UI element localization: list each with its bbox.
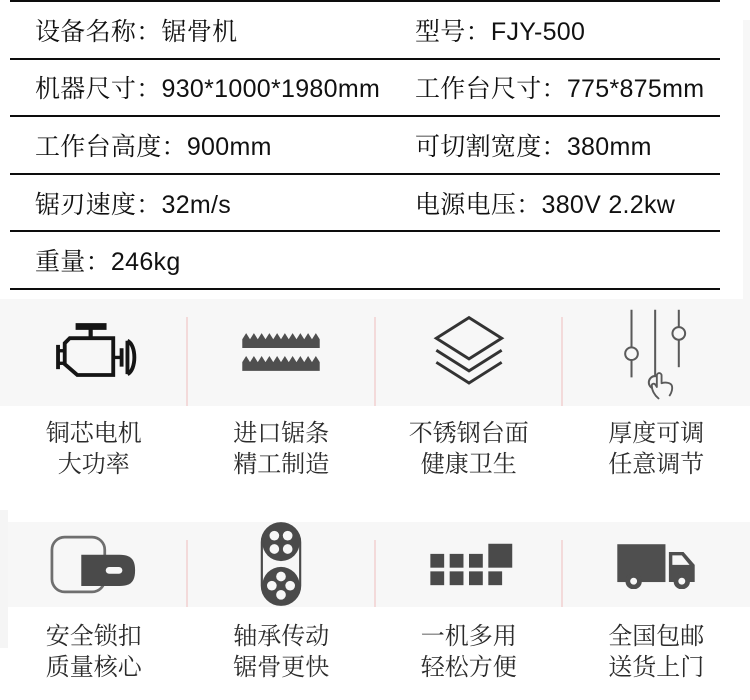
spec-cell (415, 12, 585, 48)
divider (186, 317, 188, 406)
spec-separator: ： (136, 75, 162, 104)
spec-cell (415, 127, 652, 163)
spec-value: 775*875mm (566, 75, 705, 104)
spec-separator: ： (541, 75, 567, 104)
feature-caption (188, 621, 376, 683)
feature-caption (0, 621, 188, 683)
feature-icon-cell (563, 522, 750, 607)
spec-cell (35, 12, 415, 48)
divider (561, 540, 563, 607)
feature-line: 送货上门 (608, 653, 705, 681)
spec-label: 可切割宽度 (415, 132, 542, 161)
feature-line: 一机多用 (420, 622, 517, 650)
spec-label: 设备名称 (35, 17, 137, 46)
spec-value: 32m/s (161, 190, 232, 219)
spec-separator: ： (516, 190, 542, 219)
delivery-truck-icon (613, 539, 699, 589)
spec-separator: ： (465, 17, 491, 46)
spec-separator: ： (85, 248, 111, 277)
safety-lock-icon (49, 534, 139, 595)
feature-icon-cell (375, 299, 563, 406)
engine-motor-icon (48, 312, 140, 392)
spec-cell (35, 69, 415, 105)
spec-value: 380mm (566, 132, 652, 161)
spec-table (10, 0, 720, 290)
background-edge-strip (743, 20, 750, 308)
spec-cell (35, 242, 415, 278)
spec-separator: ： (136, 190, 162, 219)
feature-line: 不锈钢台面 (408, 419, 529, 447)
spec-label: 重量 (35, 248, 86, 277)
spec-label: 锯刃速度 (35, 190, 137, 219)
background-edge-strip (0, 510, 8, 648)
spec-value: 锯骨机 (161, 17, 238, 46)
feature-icon-cell (0, 522, 188, 607)
spec-value: FJY-500 (490, 17, 586, 46)
spec-label: 机器尺寸 (35, 75, 137, 104)
spec-value: 930*1000*1980mm (161, 75, 381, 104)
spec-label: 工作台尺寸 (415, 75, 542, 104)
spec-separator: ： (541, 132, 567, 161)
feature-line: 全国包邮 (608, 622, 705, 650)
saw-blade-icon (237, 327, 325, 377)
feature-icon-cell (563, 299, 750, 406)
divider (374, 317, 376, 406)
spec-cell (415, 69, 704, 105)
divider (186, 540, 188, 607)
feature-caption (563, 621, 750, 683)
divider (561, 317, 563, 406)
spec-separator: ： (136, 17, 162, 46)
feature-line: 厚度可调 (608, 419, 705, 447)
feature-line: 大功率 (57, 450, 130, 478)
spec-value: 380V 2.2kw (541, 190, 676, 219)
feature-line: 轴承传动 (233, 622, 330, 650)
spec-value: 246kg (110, 248, 181, 277)
table-row (10, 60, 720, 118)
multi-use-grid-icon (423, 541, 515, 587)
feature-line: 质量核心 (45, 653, 142, 681)
spec-label: 型号 (415, 17, 466, 46)
spec-label: 电源电压 (415, 190, 517, 219)
feature-caption (563, 418, 750, 480)
feature-captions-1 (0, 406, 750, 480)
feature-captions-2 (0, 607, 750, 683)
divider (374, 540, 376, 607)
spec-separator: ： (161, 132, 187, 161)
feature-caption (375, 621, 563, 683)
belt-pulley-icon (256, 516, 306, 612)
feature-line: 轻松方便 (420, 653, 517, 681)
table-row (10, 232, 720, 290)
table-row (10, 117, 720, 175)
feature-line: 进口锯条 (233, 419, 330, 447)
spec-label: 工作台高度 (35, 132, 162, 161)
feature-caption (0, 418, 188, 480)
feature-icon-band-2 (0, 522, 750, 607)
feature-icon-cell (375, 522, 563, 607)
spec-value: 900mm (186, 132, 272, 161)
feature-icon-cell (188, 522, 376, 607)
spec-cell (35, 127, 415, 163)
feature-line: 健康卫生 (420, 450, 517, 478)
feature-icon-cell (0, 299, 188, 406)
feature-icon-band-1 (0, 299, 750, 406)
stacked-layers-icon (426, 312, 512, 392)
table-row (10, 2, 720, 60)
spec-cell (35, 185, 415, 221)
feature-line: 铜芯电机 (45, 419, 142, 447)
feature-caption (188, 418, 376, 480)
feature-line: 安全锁扣 (45, 622, 142, 650)
feature-line: 任意调节 (608, 450, 705, 478)
spec-cell (415, 185, 675, 221)
feature-icon-cell (188, 299, 376, 406)
feature-line: 锯骨更快 (233, 653, 330, 681)
table-row (10, 175, 720, 233)
feature-line: 精工制造 (233, 450, 330, 478)
thickness-slider-icon (618, 304, 694, 400)
feature-caption (375, 418, 563, 480)
